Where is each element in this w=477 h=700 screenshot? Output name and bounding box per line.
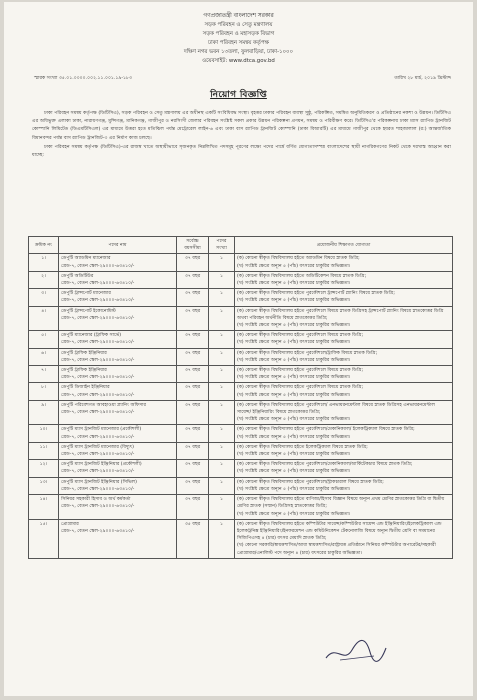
qualification-cell <box>235 495 453 520</box>
qualification-cell-line: (খ) সংশ্লিষ্ট ক্ষেত্রে অন্যূন ৫ (পাঁচ) বৎসরের চাকুরির অভিজ্ঞতা। <box>237 417 351 423</box>
post-cell <box>59 348 177 365</box>
serial-cell-line: ৬। <box>41 350 46 356</box>
post-cell-line: ডেপুটি ট্রান্সপোর্ট ম্যানেজার <box>61 291 111 297</box>
col-header: পদের সংখ্যা <box>209 237 235 254</box>
letterhead-line: ওয়েবসাইট: www.dtca.gov.bd <box>202 58 275 64</box>
col-header: সর্বোচ্চ বয়সসীমা <box>177 237 209 254</box>
age-cell-line: ৩৭ বছর <box>184 273 201 279</box>
post-cell <box>59 366 177 383</box>
post-cell-line: ডেপুটি ম্যাস ট্রানজিট ম্যানেজার (প্রকৌশলী) <box>61 427 142 433</box>
table-row <box>29 271 453 288</box>
age-cell <box>177 425 209 442</box>
serial-cell-line: ৪। <box>41 308 46 314</box>
letterhead-line: দক্ষিণ নগর ভবন ১৩তলা, ফুলবাড়িয়া, ঢাকা-১০০০ <box>183 49 294 55</box>
col-header: প্রয়োজনীয় শিক্ষাগত যোগ্যতা <box>235 237 453 254</box>
qualification-cell-line: (ক) কোনো স্বীকৃত বিশ্ববিদ্যালয় হইতে পুরকৌশলে/মেকানিক্যাল/ ইলেকট্রিক্যাল বিষয়ে স্নাতক ডিগ্রি; <box>237 427 415 433</box>
post-cell <box>59 460 177 477</box>
serial-cell <box>29 289 59 306</box>
serial-cell-line: ১০। <box>39 427 48 433</box>
qualification-cell <box>235 366 453 383</box>
table-header-row <box>29 237 453 254</box>
age-cell-line: ৩৭ বছর <box>184 427 201 433</box>
post-cell-line: ডেপুটি ট্রাফিক ইঞ্জিনিয়ার <box>61 368 107 374</box>
post-cell <box>59 519 177 558</box>
table-row <box>29 495 453 520</box>
serial-cell <box>29 442 59 459</box>
count-cell-line: ১ <box>220 368 223 374</box>
qualification-cell <box>235 460 453 477</box>
age-cell <box>177 306 209 331</box>
age-cell <box>177 460 209 477</box>
count-cell-line: ১ <box>220 497 223 503</box>
count-cell-line: ১ <box>220 385 223 391</box>
qualification-cell-line: (ক) কোনো স্বীকৃত বিশ্ববিদ্যালয় হইতে অডিটিকেশন বিষয়ে স্নাতক ডিগ্রি; <box>237 273 367 279</box>
letterhead-line: গণপ্রজাতন্ত্রী বাংলাদেশ সরকার <box>203 13 274 19</box>
table-row <box>29 348 453 365</box>
age-cell <box>177 366 209 383</box>
qualification-cell-line: (ক) কোনো স্বীকৃত বিশ্ববিদ্যালয় হইতে পুরকৌশলে বিষয়ে স্নাতক ডিগ্রি; <box>237 368 364 374</box>
qualification-cell-line: (খ) সংশ্লিষ্ট ক্ষেত্রে অন্যূন ৫ (পাঁচ) বৎসরের চাকুরির অভিজ্ঞতা। <box>237 357 351 363</box>
post-cell-line: ডেপুটি ট্রান্সপোর্ট ইকোনোমিস্ট <box>61 308 116 314</box>
qualification-cell <box>235 306 453 331</box>
serial-cell-line: ৮। <box>41 385 46 391</box>
table-row <box>29 289 453 306</box>
age-cell-line: ৩৭ বছর <box>184 497 201 503</box>
qualification-cell-line: (খ) সংশ্লিষ্ট ক্ষেত্রে অন্যূন ৫ (পাঁচ) বৎসরের চাকুরির অভিজ্ঞতা। <box>237 375 351 381</box>
qualification-cell-line: (ক) কোনো স্বীকৃত বিশ্ববিদ্যালয় হইতে পুরকৌশলে বিষয়ে স্নাতক ডিগ্রিসহ ট্রান্সপোর্ট প্ল্যানিং বিষয়ে স্নাতকোত্তর ডিগ্রি অথবা পরিবহন অর্থনীতি বিষয়ে স্নাতকোত্তর ডিগ্রি; <box>237 308 444 321</box>
age-cell <box>177 495 209 520</box>
post-cell-line: প্রোগ্রামার <box>61 521 79 527</box>
count-cell <box>209 383 235 400</box>
age-cell <box>177 383 209 400</box>
post-cell <box>59 442 177 459</box>
col-header: ক্রমিক নং <box>29 237 59 254</box>
qualification-cell <box>235 400 453 425</box>
qualification-cell <box>235 477 453 494</box>
age-cell <box>177 519 209 558</box>
post-cell-line: গ্রেড-৭, বেতন স্কেল-২৯০০০-৬৩৪১০/- <box>61 504 135 510</box>
post-cell-line: গ্রেড-৭, বেতন স্কেল-২৯০০০-৬৩৪১০/- <box>61 357 135 363</box>
count-cell-line: ১ <box>220 479 223 485</box>
serial-cell <box>29 477 59 494</box>
qualification-cell-line: (খ) সংশ্লিষ্ট ক্ষেত্রে অন্যূন ৫ (পাঁচ) বৎসরের চাকুরির অভিজ্ঞতা। <box>237 486 351 492</box>
post-cell-line: গ্রেড-৭, বেতন স্কেল-২৯০০০-৬৩৪১০/- <box>61 528 135 534</box>
table-body <box>29 254 453 558</box>
count-cell-line: ১ <box>220 273 223 279</box>
qualification-cell <box>235 271 453 288</box>
count-cell-line: ১ <box>220 462 223 468</box>
qualification-cell-line: (ক) কোনো স্বীকৃত বিশ্ববিদ্যালয় হইতে পুরকৌশলে ট্রান্সপোর্ট প্ল্যানিং বিষয়ে স্নাতক ডিগ্রি; <box>237 291 395 297</box>
post-cell-line: সিনিয়র সহকারী হিসাব ও অর্থ কর্মকর্তা <box>61 497 131 503</box>
age-cell-line: ৩৭ বছর <box>184 479 201 485</box>
post-cell-line: গ্রেড-৭, বেতন স্কেল-২৯০০০-৬৩৪১০/- <box>61 298 135 304</box>
count-cell <box>209 348 235 365</box>
serial-cell <box>29 254 59 271</box>
count-cell <box>209 289 235 306</box>
count-cell <box>209 400 235 425</box>
qualification-cell <box>235 425 453 442</box>
age-cell-line: ৩৭ বছর <box>184 462 201 468</box>
post-cell-line: ডেপুটি ম্যাস ট্রানজিট ইঞ্জিনিয়ার (সিভিল) <box>61 479 137 485</box>
post-cell-line: গ্রেড-৭, বেতন স্কেল-২৯০০০-৬৩৪১০/- <box>61 410 135 416</box>
age-cell-line: ৩৭ বছর <box>184 333 201 339</box>
serial-cell <box>29 271 59 288</box>
post-cell-line: গ্রেড-৭, বেতন স্কেল-২৯০০০-৬৩৪১০/- <box>61 469 135 475</box>
qualification-cell-line: (খ) সংশ্লিষ্ট ক্ষেত্রে অন্যূন ৫ (পাঁচ) বৎসরের চাকুরির অভিজ্ঞতা। <box>237 323 351 329</box>
post-cell-line: ডেপুটি ডিজাইন ইঞ্জিনিয়ার <box>61 385 110 391</box>
count-cell-line: ১ <box>220 256 223 262</box>
serial-cell-line: ১১। <box>39 444 48 450</box>
post-cell-line: গ্রেড-৭, বেতন স্কেল-২৯০০০-৬৩৪১০/- <box>61 392 135 398</box>
post-cell-line: গ্রেড-৭, বেতন স্কেল-২৯০০০-৬৩৪১০/- <box>61 315 135 321</box>
serial-cell <box>29 495 59 520</box>
post-cell <box>59 271 177 288</box>
table-row <box>29 331 453 348</box>
serial-cell-line: ১। <box>41 256 46 262</box>
signature-mark <box>322 630 390 670</box>
age-cell-line: ৩৫ বছর <box>184 521 201 527</box>
age-cell <box>177 400 209 425</box>
age-cell-line: ৩৭ বছর <box>184 385 201 391</box>
qualification-cell-line: (খ) সংশ্লিষ্ট ক্ষেত্রে অন্যূন ৫ (পাঁচ) বৎসরের চাকুরির অভিজ্ঞতা। <box>237 452 351 458</box>
serial-cell <box>29 348 59 365</box>
table-row <box>29 519 453 558</box>
age-cell-line: ৩৭ বছর <box>184 350 201 356</box>
age-cell <box>177 348 209 365</box>
age-cell <box>177 254 209 271</box>
count-cell-line: ১ <box>220 333 223 339</box>
qualification-cell-line: (ক) কোনো স্বীকৃত বিশ্ববিদ্যালয় হইতে ইলেকট্রিক্যাল বিষয়ে স্নাতক ডিগ্রি; <box>237 444 368 450</box>
table-row <box>29 383 453 400</box>
qualification-cell <box>235 442 453 459</box>
qualification-cell <box>235 519 453 558</box>
count-cell-line: ১ <box>220 350 223 356</box>
qualification-cell <box>235 331 453 348</box>
post-cell <box>59 477 177 494</box>
post-cell <box>59 289 177 306</box>
age-cell-line: ৩৭ বছর <box>184 291 201 297</box>
post-cell-line: গ্রেড-৭, বেতন স্কেল-২৯০০০-৬৩৪১০/- <box>61 281 135 287</box>
qualification-cell-line: (খ) সংশ্লিষ্ট ক্ষেত্রে অন্যূন ৫ (পাঁচ) বৎসরের চাকুরির অভিজ্ঞতা। <box>237 263 351 269</box>
count-cell <box>209 460 235 477</box>
post-cell <box>59 254 177 271</box>
post-cell-line: ডেপুটি ট্রাফিক ইঞ্জিনিয়ার <box>61 350 107 356</box>
table-row <box>29 477 453 494</box>
table-row <box>29 442 453 459</box>
serial-cell <box>29 400 59 425</box>
table-row <box>29 306 453 331</box>
post-cell-line: গ্রেড-৭, বেতন স্কেল-২৯০০০-৬৩৪১০/- <box>61 263 135 269</box>
qualification-cell-line: (ক) কোনো স্বীকৃত বিশ্ববিদ্যালয় হইতে পুরকৌশলে/মেকানিক্যাল/আর্কিটেকচার বিষয়ে স্নাতক ডিগ্রি; <box>237 462 413 468</box>
post-cell-line: ডেপুটি ম্যানেজার (ট্রাফিক সার্ভে) <box>61 333 122 339</box>
qualification-cell-line: (ক) কোনো স্বীকৃত বিশ্ববিদ্যালয় হইতে পুরকৌশলে বিষয়ে স্নাতক ডিগ্রি; <box>237 385 364 391</box>
table-row <box>29 425 453 442</box>
count-cell <box>209 366 235 383</box>
count-cell <box>209 442 235 459</box>
serial-cell-line: ১৫। <box>39 521 48 527</box>
serial-cell <box>29 366 59 383</box>
qualification-cell <box>235 254 453 271</box>
age-cell-line: ৩৭ বছর <box>184 444 201 450</box>
qualification-cell-line: (ক) কোনো স্বীকৃত বিশ্ববিদ্যালয় হইতে অ্যাডমিন বিষয়ে স্নাতক ডিগ্রি; <box>237 256 360 262</box>
age-cell <box>177 477 209 494</box>
post-cell <box>59 331 177 348</box>
count-cell-line: ১ <box>220 308 223 314</box>
post-cell <box>59 383 177 400</box>
post-cell-line: ডেপুটি ম্যাস ট্রানজিট ম্যানেজার (বিদ্যুৎ) <box>61 444 134 450</box>
letterhead <box>4 12 473 66</box>
count-cell <box>209 477 235 494</box>
count-cell-line: ১ <box>220 427 223 433</box>
serial-cell-line: ১৪। <box>39 497 48 503</box>
post-cell <box>59 495 177 520</box>
count-cell-line: ১ <box>220 402 223 408</box>
table-row <box>29 254 453 271</box>
post-cell-line: ডেপুটি অডিটিউর <box>61 273 94 279</box>
serial-cell <box>29 331 59 348</box>
table-row <box>29 460 453 477</box>
post-cell-line: ডেপুটি পরিবেশগত আবহাওয়া প্ল্যানিং অফিসার <box>61 402 147 408</box>
qualification-cell-line: (খ) সংশ্লিষ্ট ক্ষেত্রে অন্যূন ৫ (পাঁচ) বৎসরের চাকুরির অভিজ্ঞতা। <box>237 469 351 475</box>
qualification-cell-line: (খ) সংশ্লিষ্ট ক্ষেত্রে অন্যূন ৫ (পাঁচ) বৎসরের চাকুরির অভিজ্ঞতা। <box>237 340 351 346</box>
serial-cell-line: ৩। <box>41 291 46 297</box>
age-cell-line: ৩৭ বছর <box>184 402 201 408</box>
qualification-cell-line: (খ) সংশ্লিষ্ট ক্ষেত্রে অন্যূন ৫ (পাঁচ) বৎসরের চাকুরির অভিজ্ঞতা। <box>237 511 351 517</box>
col-header: পদের নাম <box>59 237 177 254</box>
qualification-cell-line: (খ) সংশ্লিষ্ট ক্ষেত্রে অন্যূন ৫ (পাঁচ) বৎসরের চাকুরির অভিজ্ঞতা। <box>237 392 351 398</box>
memo-number: স্মারক সংখ্যা ৩৫.০১.০০০০.০০২.১১.০০১.১৯-১৮৩ <box>34 76 132 81</box>
qualification-cell-line: (খ) সংশ্লিষ্ট ক্ষেত্রে অন্যূন ৫ (পাঁচ) বৎসরের চাকুরির অভিজ্ঞতা। <box>237 281 351 287</box>
notice-title: নিয়োগ বিজ্ঞপ্তি <box>210 90 267 100</box>
qualification-cell <box>235 289 453 306</box>
count-cell <box>209 519 235 558</box>
serial-cell-line: ২। <box>41 273 46 279</box>
age-cell <box>177 331 209 348</box>
table-row <box>29 400 453 425</box>
reference-row <box>4 74 473 84</box>
post-cell-line: গ্রেড-৭, বেতন স্কেল-২৯০০০-৬৩৪১০/- <box>61 486 135 492</box>
post-cell-line: ডেপুটি ম্যাস ট্রানজিট ইঞ্জিনিয়ার (প্রকৌশলী) <box>61 462 142 468</box>
post-cell-line: গ্রেড-৭, বেতন স্কেল-২৯০০০-৬৩৪১০/- <box>61 375 135 381</box>
qualification-cell-line: (ক) কোনো স্বীকৃত বিশ্ববিদ্যালয় হইতে পুরকৌশলে/ট্রাফিক বিষয়ে স্নাতক ডিগ্রি; <box>237 350 378 356</box>
qualification-cell-line: (খ) সংশ্লিষ্ট ক্ষেত্রে অন্যূন ৫ (পাঁচ) বৎসরের চাকুরির অভিজ্ঞতা। <box>237 434 351 440</box>
age-cell <box>177 289 209 306</box>
qualification-cell-line: (খ) কোনো সরকারি/স্বায়ত্তশাসিত/আধা স্বায়ত্তশাসিত/রাষ্ট্রায়ত্ত প্রতিষ্ঠানে সিনিয়র কম্পিউটার অপারেটর/সহকারী প্রোগ্রামার/এনালিস্ট পদে অন্যূন ৪ (চার) বৎসরের চাকুরির অভিজ্ঞতা। <box>237 543 436 556</box>
serial-cell-line: ১২। <box>39 462 48 468</box>
serial-cell-line: ৯। <box>41 402 46 408</box>
post-cell-line: গ্রেড-৭, বেতন স্কেল-২৯০০০-৬৩৪১০/- <box>61 340 135 346</box>
serial-cell <box>29 383 59 400</box>
qualification-cell-line: (ক) কোনো স্বীকৃত বিশ্ববিদ্যালয় হইতে পুরকৌশলে/স্ট্রাকচারাল বিষয়ে স্নাতক ডিগ্রি; <box>237 479 384 485</box>
qualification-cell-line: (ক) কোনো স্বীকৃত বিশ্ববিদ্যালয় হইতে কম্পিউটার সায়েন্স/কম্পিউটার সায়েন্স এন্ড ইঞ্জিনিয়ারিং/ইলেকট্রিক্যাল এন্ড ইলেকট্রনিক্স ইঞ্জিনিয়ারিং/ইনফরমেশন এন্ড কমিউনিকেশন টেকনোলজি বিষয়ে অন্যূন দ্বিতীয় শ্রেণি বা সমমানের সিজিপিএসহ ৪ (চার) বৎসর মেয়াদি স্নাতক ডিগ্রি; <box>237 521 442 542</box>
post-cell <box>59 400 177 425</box>
letterhead-line: সড়ক পরিবহন ও সেতু মন্ত্রণালয় <box>204 22 273 28</box>
qualification-cell-line: (ক) কোনো স্বীকৃত বিশ্ববিদ্যালয় হইতে পুরকৌশলে/ এনভায়রনমেন্টাল বিষয়ে স্নাতক ডিগ্রিসহ এনভায়রনমেন্টাল সায়েন্স/ ইঞ্জিনিয়ারিং বিষয়ে স্নাতকোত্তর ডিগ্রি; <box>237 402 435 416</box>
post-cell-line: ডেপুটি অ্যাডমিন ম্যানেজার <box>61 256 111 262</box>
serial-cell <box>29 460 59 477</box>
count-cell <box>209 425 235 442</box>
age-cell-line: ৩৭ বছর <box>184 368 201 374</box>
serial-cell <box>29 425 59 442</box>
count-cell-line: ১ <box>220 521 223 527</box>
age-cell-line: ৩৭ বছর <box>184 256 201 262</box>
count-cell <box>209 271 235 288</box>
age-cell <box>177 271 209 288</box>
serial-cell <box>29 519 59 558</box>
post-cell <box>59 425 177 442</box>
serial-cell <box>29 306 59 331</box>
table-row <box>29 366 453 383</box>
count-cell <box>209 306 235 331</box>
age-cell-line: ৩৭ বছর <box>184 308 201 314</box>
qualification-cell <box>235 348 453 365</box>
intro-paragraph: ঢাকা পরিবহন সমন্বয় কর্তৃপক্ষ (ডিটিসিএ), সড়ক পরিবহন ও সেতু মন্ত্রণালয় এর অধীনস্থ একটি সংবিধিবদ্ধ সংস্থা। বৃহত্তর ঢাকার পরিবহন ব্যবস্থা সুষ্ঠু, পরিকল্পিত, সমন্বিত অনুমিতিকরণ ও প্রতিষ্ঠানের নকশা ও উন্নয়ন। ডিটিসিএ এর অধিভুক্ত এলাকা ঢাকা, নারায়ণগঞ্জ, মুন্সিগঞ্জ, মানিকগঞ্জ, গাজীপুর ও নরসিংদী জেলার পরিবহন সংশ্লিষ্ট সকল প্রকার উন্নয়ন পরিকল্পনা প্রণয়ন, সমন্বয় ও পরিবীক্ষণ করে। ডিটিসিএ'র পরিকল্পনায় ঢাকা ম্যাস র‌্যাপিড ট্রানজিট কোম্পানি লিমিটেড (ডিএমটিসিএল) এর মাধ্যমে উত্তরা হতে মতিঝিল পর্যন্ত মেট্রোরেল লাইন-৬ এবং ঢাকা বাস র‌্যাপিড ট্রানজিট কোম্পানি (ঢাকা বিআরটি) এর মাধ্যমে গাজীপুর থেকে হযরত শাহজালাল (র:) আন্তর্জাতিক বিমানবন্দর পর্যন্ত বাস র‌্যাপিড ট্রানজিট-৩ এর নির্মাণ কাজ চলছে। <box>32 111 451 141</box>
post-cell-line: গ্রেড-৭, বেতন স্কেল-২৯০০০-৬৩৪১০/- <box>61 434 135 440</box>
intro-text <box>32 110 451 160</box>
notice-page <box>4 2 473 696</box>
letterhead-line: ঢাকা পরিবহন সমন্বয় কর্তৃপক্ষ <box>208 40 269 46</box>
serial-cell-line: ৫। <box>41 333 46 339</box>
qualification-cell-line: (খ) সংশ্লিষ্ট ক্ষেত্রে অন্যূন ৫ (পাঁচ) বৎসরের চাকুরির অভিজ্ঞতা। <box>237 298 351 304</box>
issue-date: তারিখ ২৮ মার্চ, ২০১৯ খ্রিস্টাব্দ <box>394 76 451 81</box>
serial-cell-line: ৭। <box>41 368 46 374</box>
qualification-cell-line: (ক) কোনো স্বীকৃত বিশ্ববিদ্যালয় হইতে পুরকৌশলে বিষয়ে স্নাতক ডিগ্রি; <box>237 333 364 339</box>
count-cell <box>209 254 235 271</box>
intro-paragraph: ঢাকা পরিবহন সমন্বয় কর্তৃপক্ষ (ডিটিসিএ)-এর রাজস্ব খাতে অস্থায়ীভাবে সৃজনকৃত নিম্নলিখিত পদসমূহ পূরণের লক্ষ্যে পদের পার্শ্বে বর্ণিত যোগ্যতাসম্পন্ন বাংলাদেশের স্থায়ী নাগরিকগণের নিকট থেকে দরখাস্ত আহ্বান করা যাচ্ছে: <box>32 144 451 159</box>
qualification-cell-line: (ক) কোনো স্বীকৃত বিশ্ববিদ্যালয় হইতে বাণিজ্য/হিসাব বিজ্ঞান বিষয়ে অন্যূন প্রথম শ্রেণির স্নাতকোত্তর ডিগ্রি বা দ্বিতীয় শ্রেণির স্নাতক (সম্মান) ডিগ্রিসহ স্নাতকোত্তর ডিগ্রি; <box>237 497 445 510</box>
serial-cell-line: ১৩। <box>39 479 48 485</box>
count-cell-line: ১ <box>220 444 223 450</box>
vacancy-table <box>28 236 453 559</box>
qualification-cell <box>235 383 453 400</box>
count-cell <box>209 331 235 348</box>
age-cell <box>177 442 209 459</box>
post-cell <box>59 306 177 331</box>
letterhead-line: সড়ক পরিবহন ও মহাসড়ক বিভাগ <box>202 31 275 37</box>
count-cell <box>209 495 235 520</box>
count-cell-line: ১ <box>220 291 223 297</box>
post-cell-line: গ্রেড-৭, বেতন স্কেল-২৯০০০-৬৩৪১০/- <box>61 452 135 458</box>
